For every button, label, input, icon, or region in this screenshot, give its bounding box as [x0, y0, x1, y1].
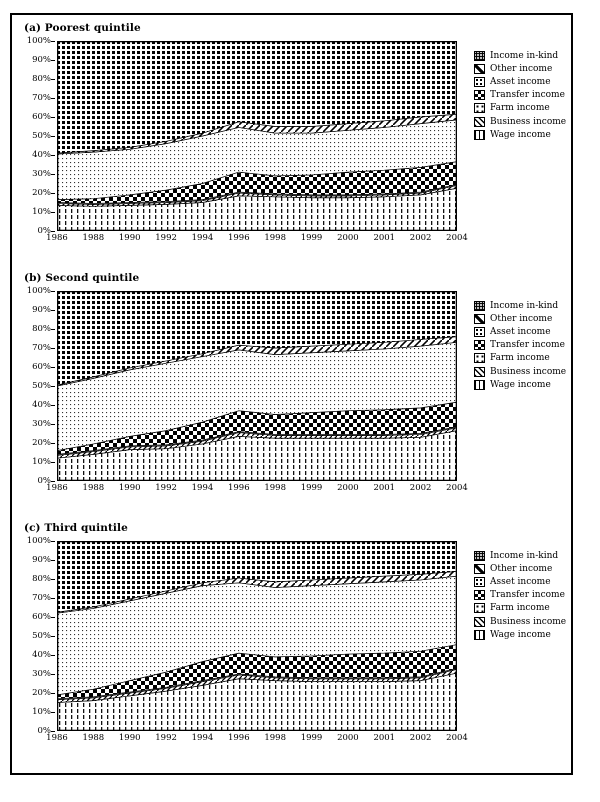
legend-swatch-checkerboard-icon — [474, 340, 485, 350]
plot-area-a — [57, 41, 457, 231]
y-axis-tick-label: 100% — [26, 35, 51, 46]
y-axis-tick-mark — [51, 231, 55, 232]
y-axis-tick-label: 0% — [37, 225, 51, 236]
y-axis-tick-mark — [51, 405, 55, 406]
legend-item-business-income — [474, 115, 574, 128]
y-axis-tick-label: 10% — [32, 706, 51, 717]
y-axis-tick-mark — [51, 41, 55, 42]
y-axis-tick-label: 60% — [32, 111, 51, 122]
legend-swatch-vertical-dash-icon — [474, 380, 485, 390]
x-axis-tick-label: 2004 — [446, 733, 468, 743]
panel-second-quintile — [12, 267, 571, 517]
stacked-area-chart-c — [57, 541, 457, 731]
y-axis-tick-label: 40% — [32, 149, 51, 160]
y-axis-tick-label: 50% — [32, 130, 51, 141]
panel-poorest-quintile — [12, 17, 571, 267]
x-axis-tick-label: 1996 — [227, 233, 250, 243]
x-axis-tick-label: 1998 — [264, 733, 286, 743]
legend-swatch-dense-dots-icon — [474, 301, 485, 311]
x-axis-tick-label: 2002 — [409, 233, 432, 243]
x-axis-tick-label: 1988 — [82, 483, 105, 493]
y-axis-tick-mark — [51, 136, 55, 137]
y-axis-tick-label: 70% — [32, 342, 51, 353]
legend-label: Asset income — [490, 326, 551, 337]
y-axis-tick-mark — [51, 329, 55, 330]
y-axis-tick-mark — [51, 386, 55, 387]
legend-label: Farm income — [490, 103, 550, 114]
y-axis-tick-mark — [51, 424, 55, 425]
legend-swatch-diagonal-hatch-icon — [474, 117, 485, 127]
y-axis-tick-mark — [51, 367, 55, 368]
y-axis-b — [12, 285, 55, 486]
legend-swatch-diagonal-hatch-icon — [474, 367, 485, 377]
panel-title: (c) Third quintile — [24, 522, 128, 534]
y-axis-tick-label: 20% — [32, 187, 51, 198]
legend-swatch-dense-dots-icon — [474, 551, 485, 561]
plot-area-c — [57, 541, 457, 731]
x-axis-tick-label: 1999 — [300, 233, 323, 243]
y-axis-tick-label: 30% — [32, 668, 51, 679]
legend-label: Income in-kind — [490, 300, 559, 311]
legend-item-business-income — [474, 365, 574, 378]
y-axis-tick-label: 30% — [32, 418, 51, 429]
legend-item-asset-income — [474, 575, 574, 588]
y-axis-tick-label: 70% — [32, 592, 51, 603]
legend-label: Business income — [490, 366, 567, 377]
y-axis-tick-mark — [51, 655, 55, 656]
stacked-area-chart-a — [57, 41, 457, 231]
legend-item-income-in-kind — [474, 299, 574, 312]
legend-swatch-vertical-dash-icon — [474, 630, 485, 640]
legend-label: Farm income — [490, 353, 550, 364]
y-axis-tick-mark — [51, 462, 55, 463]
y-axis-tick-mark — [51, 310, 55, 311]
legend-label: Other income — [490, 313, 553, 324]
y-axis-tick-mark — [51, 731, 55, 732]
x-axis-tick-label: 1986 — [46, 233, 68, 243]
y-axis-tick-mark — [51, 348, 55, 349]
legend-label: Farm income — [490, 603, 550, 614]
legend-item-business-income — [474, 615, 574, 628]
legend-label: Income in-kind — [490, 50, 559, 61]
legend-label: Transfer income — [490, 340, 565, 351]
legend-item-farm-income — [474, 352, 574, 365]
legend-swatch-checkerboard-icon — [474, 590, 485, 600]
y-axis-tick-mark — [51, 443, 55, 444]
y-axis-tick-mark — [51, 174, 55, 175]
x-axis-tick-label: 1992 — [155, 483, 177, 493]
y-axis-tick-mark — [51, 674, 55, 675]
y-axis-tick-mark — [51, 212, 55, 213]
x-axis-tick-label: 1990 — [118, 483, 141, 493]
legend-label: Income in-kind — [490, 550, 559, 561]
y-axis-tick-label: 10% — [32, 456, 51, 467]
legend-label: Business income — [490, 116, 567, 127]
x-axis-tick-label: 1990 — [118, 233, 141, 243]
y-axis-tick-label: 60% — [32, 611, 51, 622]
x-axis-tick-label: 2002 — [409, 483, 432, 493]
legend-swatch-diagonal-solid-icon — [474, 64, 485, 74]
y-axis-tick-mark — [51, 579, 55, 580]
legend-item-other-income — [474, 312, 574, 325]
legend-swatch-dense-dots-icon — [474, 51, 485, 61]
figure-frame — [10, 13, 573, 775]
legend-swatch-sparse-dots-icon — [474, 77, 485, 87]
legend-swatch-diagonal-hatch-icon — [474, 617, 485, 627]
x-axis-b — [46, 483, 468, 498]
x-axis-tick-label: 2000 — [337, 483, 359, 493]
legend-label: Business income — [490, 616, 567, 627]
panel-title: (a) Poorest quintile — [24, 22, 141, 34]
panel-third-quintile — [12, 517, 571, 767]
y-axis-tick-mark — [51, 291, 55, 292]
y-axis-tick-mark — [51, 598, 55, 599]
y-axis-tick-label: 20% — [32, 437, 51, 448]
x-axis-tick-label: 2004 — [446, 233, 468, 243]
y-axis-tick-mark — [51, 117, 55, 118]
y-axis-c — [12, 535, 55, 736]
y-axis-tick-mark — [51, 79, 55, 80]
y-axis-tick-mark — [51, 560, 55, 561]
legend-a — [474, 49, 574, 141]
y-axis-tick-label: 60% — [32, 361, 51, 372]
y-axis-a — [12, 35, 55, 236]
legend-label: Wage income — [490, 379, 551, 390]
legend-item-farm-income — [474, 602, 574, 615]
y-axis-tick-label: 90% — [32, 304, 51, 315]
legend-swatch-vertical-dash-icon — [474, 130, 485, 140]
y-axis-tick-mark — [51, 617, 55, 618]
legend-label: Transfer income — [490, 90, 565, 101]
y-axis-tick-label: 80% — [32, 73, 51, 84]
legend-swatch-diagonal-solid-icon — [474, 314, 485, 324]
legend-item-asset-income — [474, 325, 574, 338]
legend-label: Other income — [490, 563, 553, 574]
y-axis-tick-label: 50% — [32, 630, 51, 641]
x-axis-tick-label: 1988 — [82, 733, 105, 743]
y-axis-tick-mark — [51, 541, 55, 542]
legend-item-farm-income — [474, 102, 574, 115]
y-axis-tick-label: 80% — [32, 573, 51, 584]
legend-swatch-sparse-dots-icon — [474, 327, 485, 337]
y-axis-tick-label: 40% — [32, 399, 51, 410]
x-axis-tick-label: 2002 — [409, 733, 432, 743]
legend-swatch-light-dots-icon — [474, 603, 485, 613]
x-axis-tick-label: 1988 — [82, 233, 105, 243]
x-axis-tick-label: 1994 — [191, 233, 214, 243]
x-axis-tick-label: 2000 — [337, 733, 359, 743]
y-axis-tick-label: 40% — [32, 649, 51, 660]
panel-title: (b) Second quintile — [24, 272, 140, 284]
y-axis-tick-mark — [51, 98, 55, 99]
legend-label: Other income — [490, 63, 553, 74]
x-axis-tick-label: 1999 — [300, 733, 323, 743]
x-axis-tick-label: 1986 — [46, 483, 68, 493]
x-axis-tick-label: 1990 — [118, 733, 141, 743]
legend-swatch-light-dots-icon — [474, 353, 485, 363]
legend-item-income-in-kind — [474, 549, 574, 562]
y-axis-tick-mark — [51, 60, 55, 61]
y-axis-tick-mark — [51, 636, 55, 637]
x-axis-tick-label: 1992 — [155, 733, 177, 743]
y-axis-tick-label: 100% — [26, 535, 51, 546]
x-axis-tick-label: 1986 — [46, 733, 68, 743]
legend-swatch-checkerboard-icon — [474, 90, 485, 100]
y-axis-tick-mark — [51, 481, 55, 482]
legend-item-wage-income — [474, 128, 574, 141]
x-axis-tick-label: 1998 — [264, 233, 286, 243]
y-axis-tick-label: 20% — [32, 687, 51, 698]
legend-swatch-sparse-dots-icon — [474, 577, 485, 587]
legend-item-other-income — [474, 562, 574, 575]
x-axis-tick-label: 1999 — [300, 483, 323, 493]
y-axis-tick-label: 90% — [32, 554, 51, 565]
legend-c — [474, 549, 574, 641]
x-axis-c — [46, 733, 468, 748]
y-axis-tick-mark — [51, 712, 55, 713]
legend-item-other-income — [474, 62, 574, 75]
x-axis-tick-label: 2004 — [446, 483, 468, 493]
y-axis-tick-label: 0% — [37, 475, 51, 486]
x-axis-tick-label: 1996 — [227, 483, 250, 493]
legend-item-income-in-kind — [474, 49, 574, 62]
legend-label: Asset income — [490, 76, 551, 87]
y-axis-tick-mark — [51, 193, 55, 194]
y-axis-tick-label: 80% — [32, 323, 51, 334]
y-axis-tick-label: 0% — [37, 725, 51, 736]
legend-item-transfer-income — [474, 89, 574, 102]
legend-label: Transfer income — [490, 590, 565, 601]
x-axis-tick-label: 2000 — [337, 233, 359, 243]
x-axis-tick-label: 2001 — [373, 483, 396, 493]
legend-item-transfer-income — [474, 339, 574, 352]
y-axis-tick-label: 30% — [32, 168, 51, 179]
x-axis-tick-label: 1994 — [191, 733, 214, 743]
legend-item-asset-income — [474, 75, 574, 88]
y-axis-tick-mark — [51, 693, 55, 694]
legend-label: Asset income — [490, 576, 551, 587]
x-axis-a — [46, 233, 468, 248]
x-axis-tick-label: 1994 — [191, 483, 214, 493]
legend-swatch-light-dots-icon — [474, 103, 485, 113]
y-axis-tick-mark — [51, 155, 55, 156]
legend-swatch-diagonal-solid-icon — [474, 564, 485, 574]
stacked-area-chart-b — [57, 291, 457, 481]
x-axis-tick-label: 2001 — [373, 233, 396, 243]
legend-item-wage-income — [474, 628, 574, 641]
legend-label: Wage income — [490, 629, 551, 640]
legend-label: Wage income — [490, 129, 551, 140]
legend-b — [474, 299, 574, 391]
plot-area-b — [57, 291, 457, 481]
legend-item-wage-income — [474, 378, 574, 391]
y-axis-tick-label: 90% — [32, 54, 51, 65]
y-axis-tick-label: 100% — [26, 285, 51, 296]
legend-item-transfer-income — [474, 589, 574, 602]
y-axis-tick-label: 50% — [32, 380, 51, 391]
x-axis-tick-label: 2001 — [373, 733, 396, 743]
x-axis-tick-label: 1992 — [155, 233, 177, 243]
y-axis-tick-label: 70% — [32, 92, 51, 103]
x-axis-tick-label: 1996 — [227, 733, 250, 743]
x-axis-tick-label: 1998 — [264, 483, 286, 493]
y-axis-tick-label: 10% — [32, 206, 51, 217]
